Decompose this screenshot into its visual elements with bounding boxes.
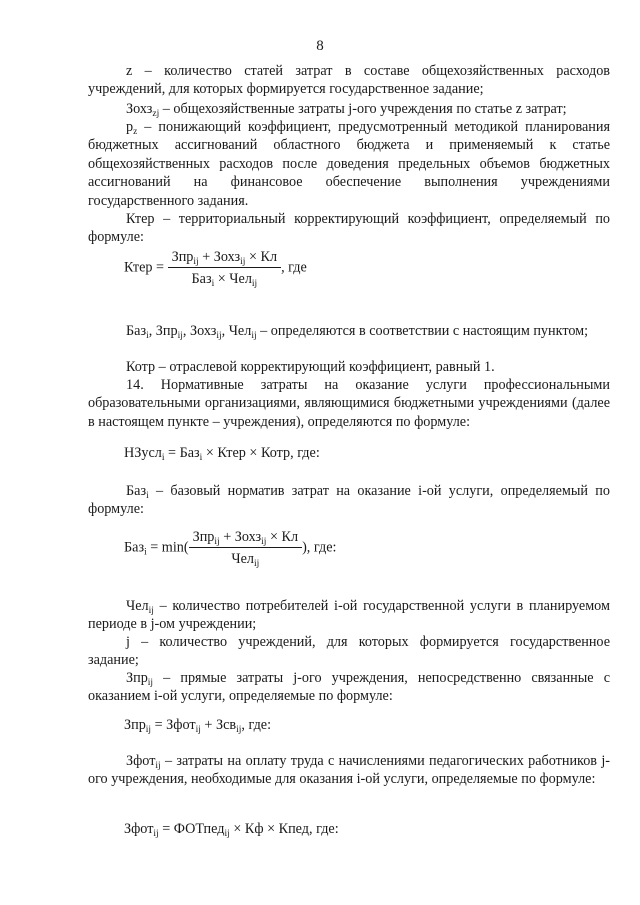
formula-zpr: Зпр$_{ij}$ = Зфот$_{ij}$ + Зсв$_{ij}$, где: bbox=[124, 717, 272, 735]
paragraph-item-14: 14. Нормативные затраты на оказание услуги профессиональными образовательными организациями, являющимися бюджетными учреждениями (далее в настоящем пункте – учреждения), определяются по формуле: bbox=[88, 377, 610, 430]
paragraph-zfot-definition: Зфот$_{ij}$ – затраты на оплату труда с начислениями педагогических работников j-ого учреждения, необходимые для оказания i-ой услуги, определяемые по формуле: bbox=[88, 753, 610, 788]
paragraph-kotr-definition: Котр – отраслевой корректирующий коэффициент, равный 1. bbox=[126, 359, 495, 375]
formula-kter: Ктер = $\frac{Зпр_{ij} + Зохз_{ij} \times Кл}{Баз_i \times Чел_{ij}}$ , где bbox=[124, 249, 307, 290]
formula-zfot: Зфот$_{ij}$ = ФОТпед$_{ij}$ × Кф × Кпед, где: bbox=[124, 821, 339, 839]
paragraph-bazi-list: Баз$_i$, Зпр$_{ij}$, Зохз$_{ij}$, Чел$_{ij}$ – определяются в соответствии с настоящим пунктом; bbox=[126, 323, 589, 341]
paragraph-j-definition: j – количество учреждений, для которых формируется государственное задание; bbox=[88, 634, 610, 669]
paragraph-pz-definition: $p_z$ – понижающий коэффициент, предусмотренный методикой планирования бюджетных ассигнований областного бюджета и применяемый к статье общехозяйственных расходов после доведения предельных объемов бюджетных ассигнований на финансовое обеспечение выполнения учреждениями государственного задания. bbox=[88, 119, 610, 209]
paragraph-zoxz-definition: Зохз$_{zj}$ – общехозяйственные затраты j-ого учреждения по статье z затрат; bbox=[126, 101, 567, 119]
paragraph-kter-intro: Ктер – территориальный корректирующий коэффициент, определяемый по формуле: bbox=[88, 211, 610, 246]
paragraph-zpr-definition: Зпр$_{ij}$ – прямые затраты j-ого учреждения, непосредственно связанные с оказанием i-ой услуги, определяемые по формуле: bbox=[88, 670, 610, 705]
formula-nzusl: НЗусл$_i$ = Баз$_i$ × Ктер × Котр, где: bbox=[124, 445, 320, 463]
paragraph-z-definition: z – количество статей затрат в составе общехозяйственных расходов учреждений, для которых формируется государственное задание; bbox=[88, 63, 610, 98]
paragraph-chel-definition: Чел$_{ij}$ – количество потребителей i-ой государственной услуги в планируемом периоде в j-ом учреждении; bbox=[88, 598, 610, 633]
paragraph-baz-definition: Баз$_i$ – базовый норматив затрат на оказание i-ой услуги, определяемый по формуле: bbox=[88, 483, 610, 518]
page-number: 8 bbox=[316, 38, 324, 54]
formula-baz: Баз$_i$ = min( $\frac{Зпр_{ij} + Зохз_{ij} \times Кл}{Чел_{ij}}$ ), где: bbox=[124, 529, 337, 570]
